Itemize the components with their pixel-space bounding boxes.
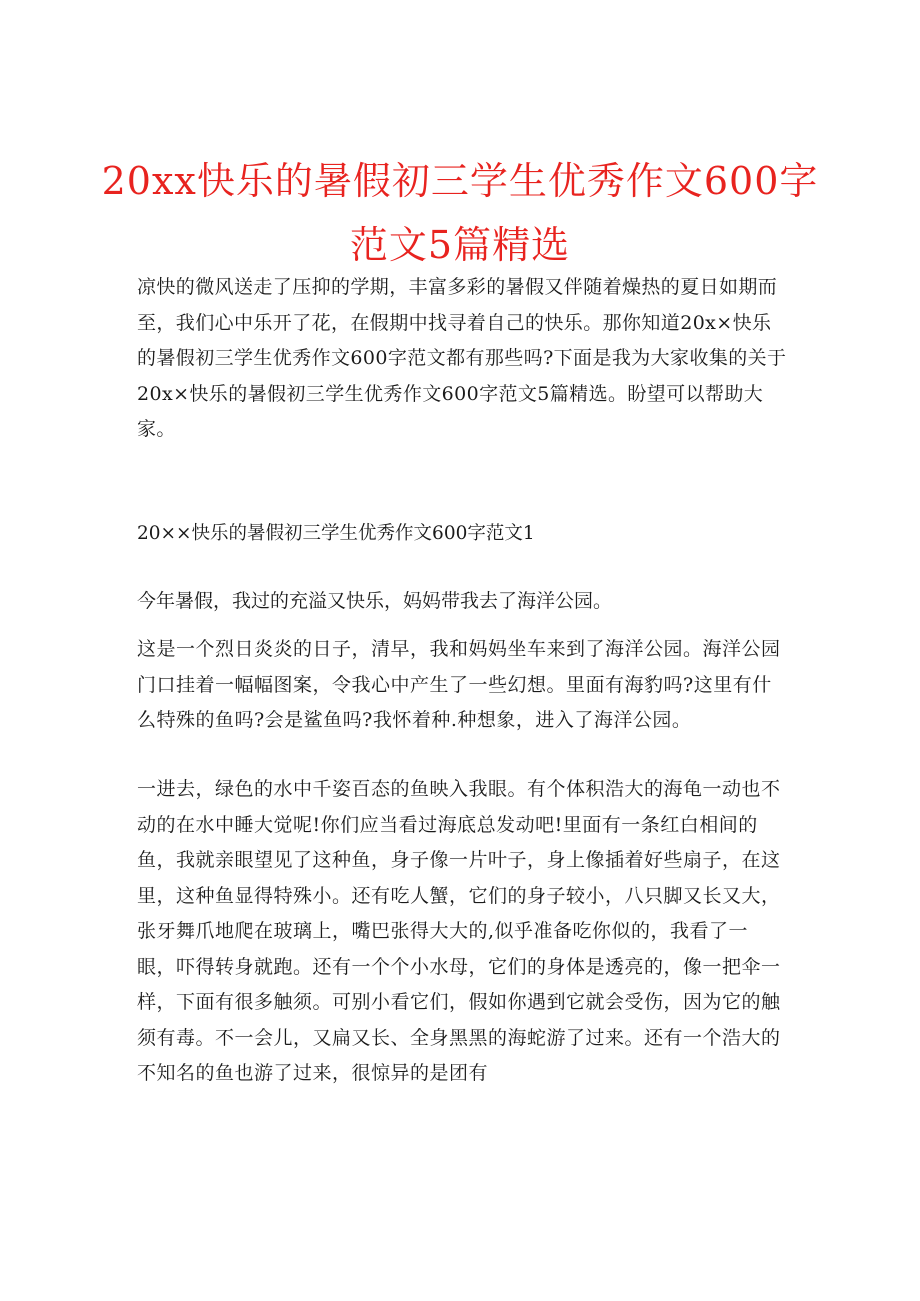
document-title-line-1: 20xx快乐的暑假初三学生优秀作文600字 <box>101 159 819 204</box>
intro-paragraph: 凉快的微风送走了压抑的学期，丰富多彩的暑假又伴随着燥热的夏日如期而至，我们心中乐开了花，在假期中找寻着自己的快乐。那你知道20x×快乐的暑假初三学生优秀作文600字范文都有那些吗?下面是我为大家收集的关于20x×快乐的暑假初三学生优秀作文600字范文5篇精选。盼望可以帮助大家。 <box>137 276 787 440</box>
body-paragraph-1: 今年暑假，我过的充溢又快乐，妈妈带我去了海洋公园。 <box>137 590 613 612</box>
document-title-line-2: 范文5篇精选 <box>349 223 571 268</box>
body-paragraph-2: 这是一个烈日炎炎的日子，清早，我和妈妈坐车来到了海洋公园。海洋公园门口挂着一幅幅图案，令我心中产生了一些幻想。里面有海豹吗?这里有什么特殊的鱼吗?会是鲨鱼吗?我怀着种.种想象，进入了海洋公园。 <box>137 638 781 731</box>
body-paragraph-3: 一进去，绿色的水中千姿百态的鱼映入我眼。有个体积浩大的海龟一动也不动的在水中睡大觉呢!你们应当看过海底总发动吧!里面有一条红白相间的鱼，我就亲眼望见了这种鱼，身子像一片叶子，身上像插着好些扇子，在这里，这种鱼显得特殊小。还有吃人蟹，它们的身子较小，八只脚又长又大，张牙舞爪地爬在玻璃上，嘴巴张得大大的,似乎准备吃你似的，我看了一眼，吓得转身就跑。还有一个个小水母，它们的身体是透亮的，像一把伞一样，下面有很多触须。可别小看它们，假如你遇到它就会受伤，因为它的触须有毒。不一会儿，又扁又长、全身黑黑的海蛇游了过来。还有一个浩大的不知名的鱼也游了过来，很惊异的是团有 <box>137 778 781 1084</box>
section-heading: 20××快乐的暑假初三学生优秀作文600字范文1 <box>137 523 535 544</box>
